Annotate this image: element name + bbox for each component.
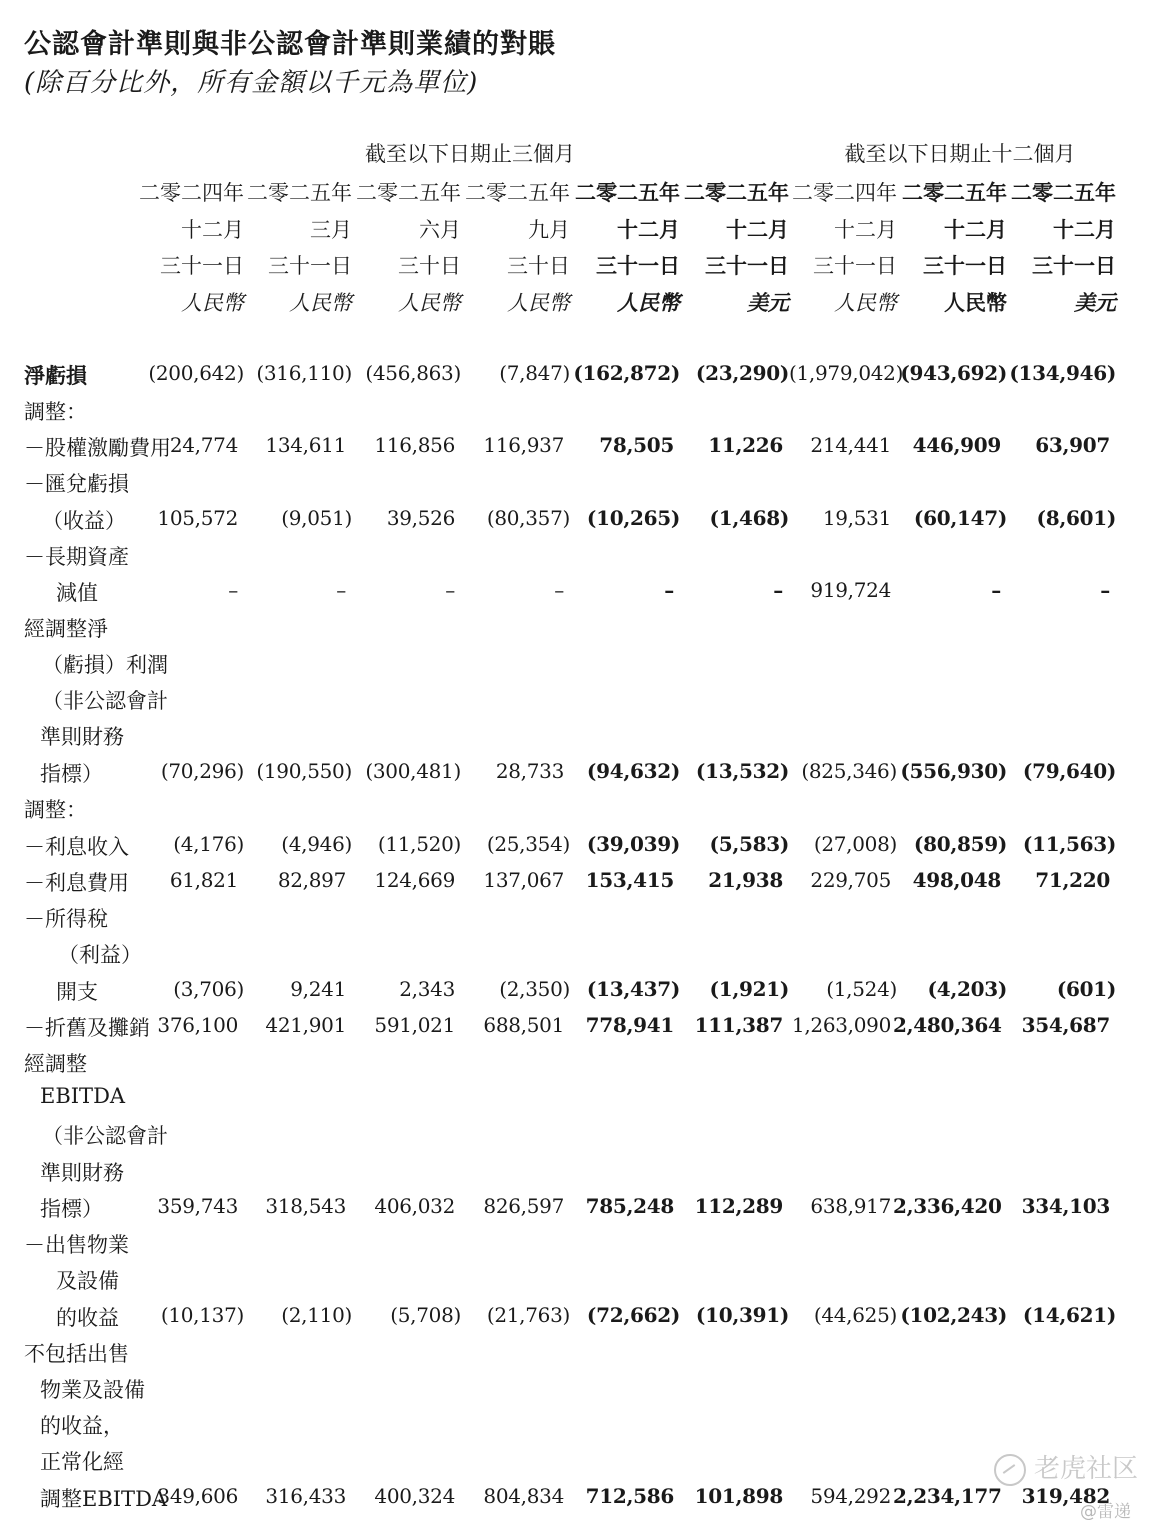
table-cell: (5,583) (709, 832, 789, 856)
column-header (572, 175, 680, 321)
column-header-year: 二零二四年 (139, 181, 244, 205)
table-cell: 316,433 (265, 1484, 346, 1508)
column-header-year: 二零二五年 (1011, 180, 1116, 205)
page-subtitle: (除百分比外，所有金額以千元為單位) (24, 68, 479, 98)
table-cell: (13,532) (695, 759, 789, 783)
table-cell: – (336, 578, 346, 602)
column-header-year: 二零二五年 (902, 180, 1007, 205)
table-cell: (1,468) (709, 506, 789, 530)
column-header-day: 三十一日 (813, 254, 897, 278)
table-cell: 78,505 (599, 433, 674, 457)
table-cell: (27,008) (813, 832, 897, 856)
table-cell: (456,863) (365, 361, 461, 385)
page-title: 公認會計準則與非公認會計準則業績的對賬 (24, 29, 556, 60)
row-label: －出售物業 (24, 1233, 129, 1257)
table-cell: 349,606 (157, 1484, 238, 1508)
table-cell: (5,708) (390, 1303, 461, 1327)
row-label: －所得稅 (24, 907, 108, 931)
column-header (462, 175, 570, 321)
column-header-day: 三十一日 (596, 253, 680, 278)
table-cell: 406,032 (374, 1194, 455, 1218)
table-cell: 116,937 (483, 433, 564, 457)
table-cell: 498,048 (912, 868, 1001, 892)
column-header-cur: 美元 (1074, 289, 1116, 315)
table-cell: (21,763) (486, 1303, 570, 1327)
table-cell: (1,524) (826, 977, 897, 1001)
column-header-year: 二零二五年 (247, 181, 352, 205)
row-label: －利息費用 (24, 871, 129, 895)
table-cell: 688,501 (483, 1013, 564, 1037)
row-label: 指標） (40, 1197, 103, 1221)
table-cell: 778,941 (585, 1013, 674, 1037)
column-header (789, 175, 897, 321)
table-cell: (8,601) (1036, 506, 1116, 530)
table-cell: 61,821 (169, 868, 238, 892)
column-header-day: 三十一日 (160, 254, 244, 278)
table-cell: 82,897 (277, 868, 346, 892)
table-cell: 134,611 (265, 433, 346, 457)
table-cell: (44,625) (813, 1303, 897, 1327)
table-cell: 2,343 (399, 977, 455, 1001)
row-label: 的收益 (56, 1306, 119, 1330)
table-cell: (102,243) (900, 1303, 1007, 1327)
table-cell: (601) (1056, 977, 1116, 1001)
row-label: 的收益， (40, 1414, 124, 1438)
table-cell: 153,415 (585, 868, 674, 892)
column-header-day: 三十日 (398, 254, 461, 278)
row-label: －折舊及攤銷 (24, 1016, 150, 1040)
watermark (994, 1448, 1138, 1486)
table-cell: – (1100, 578, 1110, 602)
row-label: （收益） (42, 509, 126, 533)
row-label: 正常化經 (40, 1450, 124, 1474)
row-label: （非公認會計 (42, 689, 168, 713)
column-header-month: 十二月 (834, 217, 897, 242)
column-header-day: 三十一日 (268, 254, 352, 278)
table-cell: 11,226 (708, 433, 783, 457)
table-cell: (4,203) (927, 977, 1007, 1001)
table-cell: (556,930) (900, 759, 1007, 783)
table-cell: (134,946) (1009, 361, 1116, 385)
column-header-month: 十二月 (181, 217, 244, 242)
table-cell: (72,662) (586, 1303, 680, 1327)
table-cell: 826,597 (483, 1194, 564, 1218)
column-header-day: 三十一日 (705, 253, 789, 278)
table-cell: (1,979,042) (789, 361, 904, 385)
row-label: 準則財務 (40, 725, 124, 749)
table-cell: (11,563) (1022, 832, 1116, 856)
table-cell: (23,290) (695, 361, 789, 385)
table-cell: – (773, 578, 783, 602)
row-label: 不包括出售 (24, 1342, 129, 1366)
table-cell: (4,176) (173, 832, 244, 856)
row-label: －股權激勵費用 (24, 436, 171, 460)
column-header-month: 十二月 (1053, 216, 1116, 242)
column-header-day: 三十一日 (923, 253, 1007, 278)
table-cell: 28,733 (495, 759, 564, 783)
row-label: －利息收入 (24, 835, 129, 859)
row-label: （虧損）利潤 (42, 653, 168, 677)
column-header-month: 六月 (419, 217, 461, 242)
row-label: 開支 (56, 980, 98, 1004)
table-cell: (39,039) (586, 832, 680, 856)
table-cell: 137,067 (483, 868, 564, 892)
column-header-cur: 人民幣 (617, 289, 680, 315)
table-cell: (11,520) (377, 832, 461, 856)
table-cell: (162,872) (573, 361, 680, 385)
table-cell: 116,856 (374, 433, 455, 457)
column-header-month: 十二月 (617, 216, 680, 242)
table-cell: – (228, 578, 238, 602)
group-header-three-months: 截至以下日期止三個月 (365, 142, 575, 166)
table-cell: 105,572 (157, 506, 238, 530)
column-header (681, 175, 789, 321)
column-header-year: 二零二五年 (465, 181, 570, 205)
row-label: （非公認會計 (42, 1124, 168, 1148)
table-cell: 111,387 (694, 1013, 783, 1037)
column-header-cur: 人民幣 (289, 290, 352, 315)
table-cell: (7,847) (499, 361, 570, 385)
table-cell: 19,531 (822, 506, 891, 530)
table-cell: 2,336,420 (893, 1194, 1002, 1218)
table-cell: 354,687 (1021, 1013, 1110, 1037)
table-cell: (80,859) (913, 832, 1007, 856)
table-cell: 63,907 (1035, 433, 1110, 457)
row-label: －長期資產 (24, 545, 129, 569)
table-cell: (4,946) (281, 832, 352, 856)
table-cell: (943,692) (900, 361, 1007, 385)
table-cell: 71,220 (1035, 868, 1110, 892)
table-cell: 24,774 (169, 433, 238, 457)
row-label: 減值 (56, 581, 98, 605)
table-cell: 229,705 (810, 868, 891, 892)
row-label: 經調整淨 (24, 617, 108, 641)
table-cell: (25,354) (486, 832, 570, 856)
table-cell: 21,938 (708, 868, 783, 892)
column-header-cur: 人民幣 (181, 290, 244, 315)
column-header-cur: 人民幣 (834, 290, 897, 315)
row-label: 調整： (24, 400, 87, 424)
table-cell: (13,437) (586, 977, 680, 1001)
row-label: 物業及設備 (40, 1378, 145, 1402)
row-label: 調整EBITDA (40, 1487, 168, 1511)
table-cell: 101,898 (694, 1484, 783, 1508)
row-label: （利益） (58, 943, 142, 967)
table-cell: (79,640) (1022, 759, 1116, 783)
row-label: EBITDA (40, 1084, 126, 1108)
column-header (244, 175, 352, 321)
column-header-day: 三十一日 (1032, 253, 1116, 278)
column-header-month: 三月 (310, 217, 352, 242)
column-header (1008, 175, 1116, 321)
table-cell: (300,481) (365, 759, 461, 783)
table-cell: (70,296) (160, 759, 244, 783)
column-header-year: 二零二五年 (575, 180, 680, 205)
group-header-twelve-months: 截至以下日期止十二個月 (844, 142, 1076, 166)
table-cell: 124,669 (374, 868, 455, 892)
row-label: 經調整 (24, 1052, 87, 1076)
table-cell: 421,901 (265, 1013, 346, 1037)
table-cell: (60,147) (913, 506, 1007, 530)
table-cell: 2,234,177 (893, 1484, 1002, 1508)
table-cell: 446,909 (912, 433, 1001, 457)
column-header-month: 十二月 (726, 216, 789, 242)
row-label: 準則財務 (40, 1161, 124, 1185)
table-cell: (10,391) (695, 1303, 789, 1327)
column-header (899, 175, 1007, 321)
watermark-logo-icon (994, 1454, 1026, 1486)
table-cell: 318,543 (265, 1194, 346, 1218)
watermark-secondary: @雷递 (1080, 1502, 1131, 1522)
table-cell: 2,480,364 (893, 1013, 1002, 1037)
table-cell: 594,292 (810, 1484, 891, 1508)
table-cell: 400,324 (374, 1484, 455, 1508)
table-cell: 804,834 (483, 1484, 564, 1508)
column-header-month: 十二月 (944, 216, 1007, 242)
table-cell: (10,137) (160, 1303, 244, 1327)
column-header-year: 二零二五年 (356, 181, 461, 205)
column-header (136, 175, 244, 321)
column-header-year: 二零二四年 (792, 181, 897, 205)
column-header-cur: 人民幣 (944, 289, 1007, 315)
row-label: 淨虧損 (24, 363, 87, 388)
table-cell: (14,621) (1022, 1303, 1116, 1327)
table-cell: (9,051) (281, 506, 352, 530)
table-cell: 359,743 (157, 1194, 238, 1218)
table-cell: 591,021 (374, 1013, 455, 1037)
column-header-day: 三十日 (507, 254, 570, 278)
table-cell: – (664, 578, 674, 602)
table-cell: 39,526 (386, 506, 455, 530)
table-cell: 785,248 (585, 1194, 674, 1218)
table-cell: (190,550) (256, 759, 352, 783)
row-label: 指標） (40, 762, 103, 786)
table-cell: 376,100 (157, 1013, 238, 1037)
table-cell: (200,642) (148, 361, 244, 385)
column-header (353, 175, 461, 321)
table-cell: 638,917 (810, 1194, 891, 1218)
table-cell: (80,357) (486, 506, 570, 530)
row-label: －匯兌虧損 (24, 472, 129, 496)
table-cell: 9,241 (290, 977, 346, 1001)
table-cell: – (445, 578, 455, 602)
table-cell: 712,586 (585, 1484, 674, 1508)
table-cell: (94,632) (586, 759, 680, 783)
column-header-cur: 人民幣 (507, 290, 570, 315)
table-cell: (1,921) (709, 977, 789, 1001)
table-cell: 214,441 (810, 433, 891, 457)
table-cell: – (554, 578, 564, 602)
table-cell: 334,103 (1021, 1194, 1110, 1218)
table-cell: 1,263,090 (791, 1013, 891, 1037)
column-header-month: 九月 (528, 217, 570, 242)
table-cell: 319,482 (1021, 1484, 1110, 1508)
table-cell: 112,289 (694, 1194, 783, 1218)
column-header-cur: 美元 (747, 289, 789, 315)
watermark-text: 老虎社区 (1033, 1454, 1138, 1484)
column-header-year: 二零二五年 (684, 180, 789, 205)
row-label: 及設備 (56, 1269, 119, 1293)
table-cell: (3,706) (173, 977, 244, 1001)
column-header-cur: 人民幣 (398, 290, 461, 315)
row-label: 調整： (24, 798, 87, 822)
table-cell: (10,265) (586, 506, 680, 530)
table-cell: – (991, 578, 1001, 602)
table-cell: (316,110) (256, 361, 352, 385)
table-cell: 919,724 (810, 578, 891, 602)
table-cell: (825,346) (801, 759, 897, 783)
table-cell: (2,350) (499, 977, 570, 1001)
table-cell: (2,110) (281, 1303, 352, 1327)
